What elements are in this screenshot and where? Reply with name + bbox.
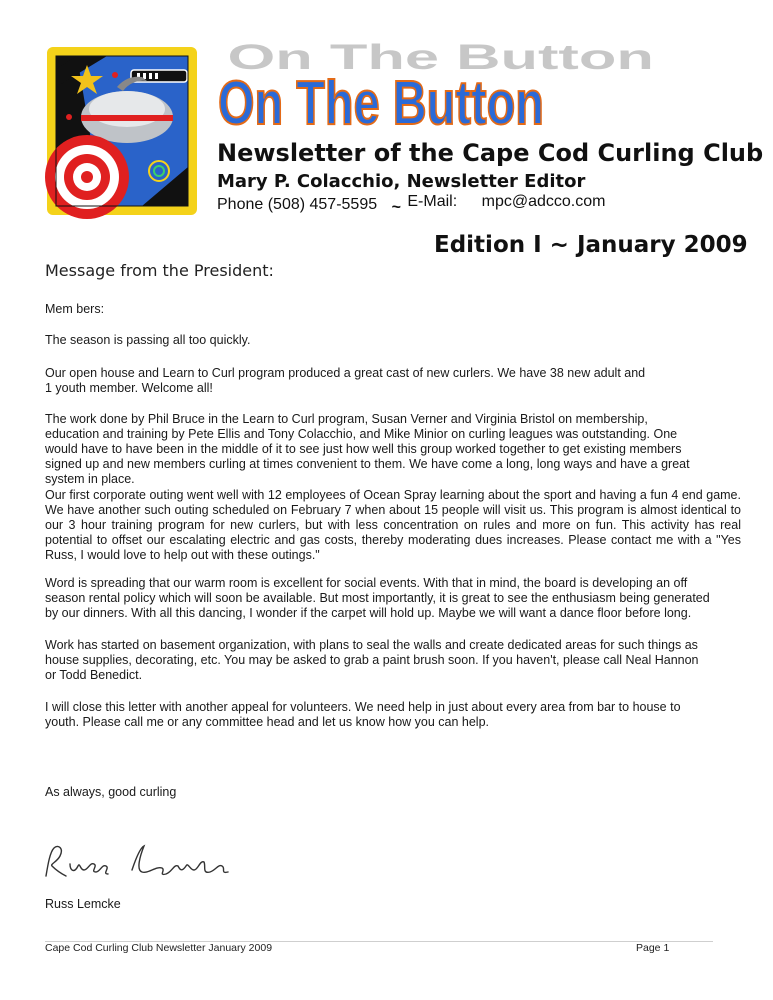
separator-text: ~ [391,199,401,216]
masthead-title-shadow: On The Button [227,37,654,77]
masthead-title-text: On The Button [218,69,544,138]
signature-name: Russ Lemcke [45,897,121,911]
email-link[interactable]: mpc@adcco.com [481,193,606,210]
closing: As always, good curling [45,785,177,799]
footer-text: Cape Cod Curling Club Newsletter January 2009 [45,942,273,954]
signature-image [40,836,240,886]
email-label: E-Mail: [407,193,458,210]
paragraph: I will close this letter with another appeal for volunteers. We need help in just about every area from bar to house to youth. Please call me or any committee head and let us know how you can help. [45,700,681,729]
newsletter-subtitle: Newsletter of the Cape Cod Curling Club [217,139,764,167]
paragraph: Work has started on basement organization, with plans to seal the walls and create dedicated areas for such things as house supplies, decorating, etc. You may be asked to grab a paint brush soon. If you haven't, please call Neal Hannon or Todd Benedict. [45,638,699,682]
section-title: Message from the President: [45,261,274,280]
salutation: Mem bers: [45,302,105,316]
curling-stone-logo-icon [47,47,197,215]
paragraph: The season is passing all too quickly. [45,333,251,347]
paragraph: The work done by Phil Bruce in the Learn to Curl program, Susan Verner and Virginia Bristol on membership, education and training by Pete Ellis and Tony Colacchio, and Mike Minior on curling leagues was outstanding. One would have to have been in the middle of it to see just how well this group worked together to get existing members signed up and new members curling at times convenient to them. We have come a long, long ways and have a great system in place. [45,412,690,486]
phone-text: Phone (508) 457-5595 [217,196,378,213]
paragraph: Our first corporate outing went well with 12 employees of Ocean Spray learning about the sport and having a fun 4 end game. We have another such outing scheduled on February 7 when about 15 people will visit us. This program is almost identical to our 3 hour training program for new curlers, but with less concentration on rules and more on fun. This activity has real potential to offset our escalating electric and gas costs, thereby moderating dues increases. Please contact me with a "Yes Russ, I would love to help out with these outings." [45,488,741,562]
masthead-title [216,37,654,140]
editor-line: Mary P. Colacchio, Newsletter Editor [217,171,586,192]
contact-line [217,193,606,216]
page-number: Page 1 [636,942,670,954]
paragraph: Word is spreading that our warm room is excellent for social events. With that in mind, the board is developing an off season rental policy which will soon be available. But most importantly, it is great to see the enthusiasm being generated by our dinners. With all this dancing, I wonder if the carpet will hold up. Maybe we will want a dance floor before long. [45,576,710,620]
paragraph: Our open house and Learn to Curl program produced a great cast of new curlers. We have 38 new adult and 1 youth member. Welcome all! [45,366,646,395]
edition-heading: Edition I ~ January 2009 [434,232,748,258]
